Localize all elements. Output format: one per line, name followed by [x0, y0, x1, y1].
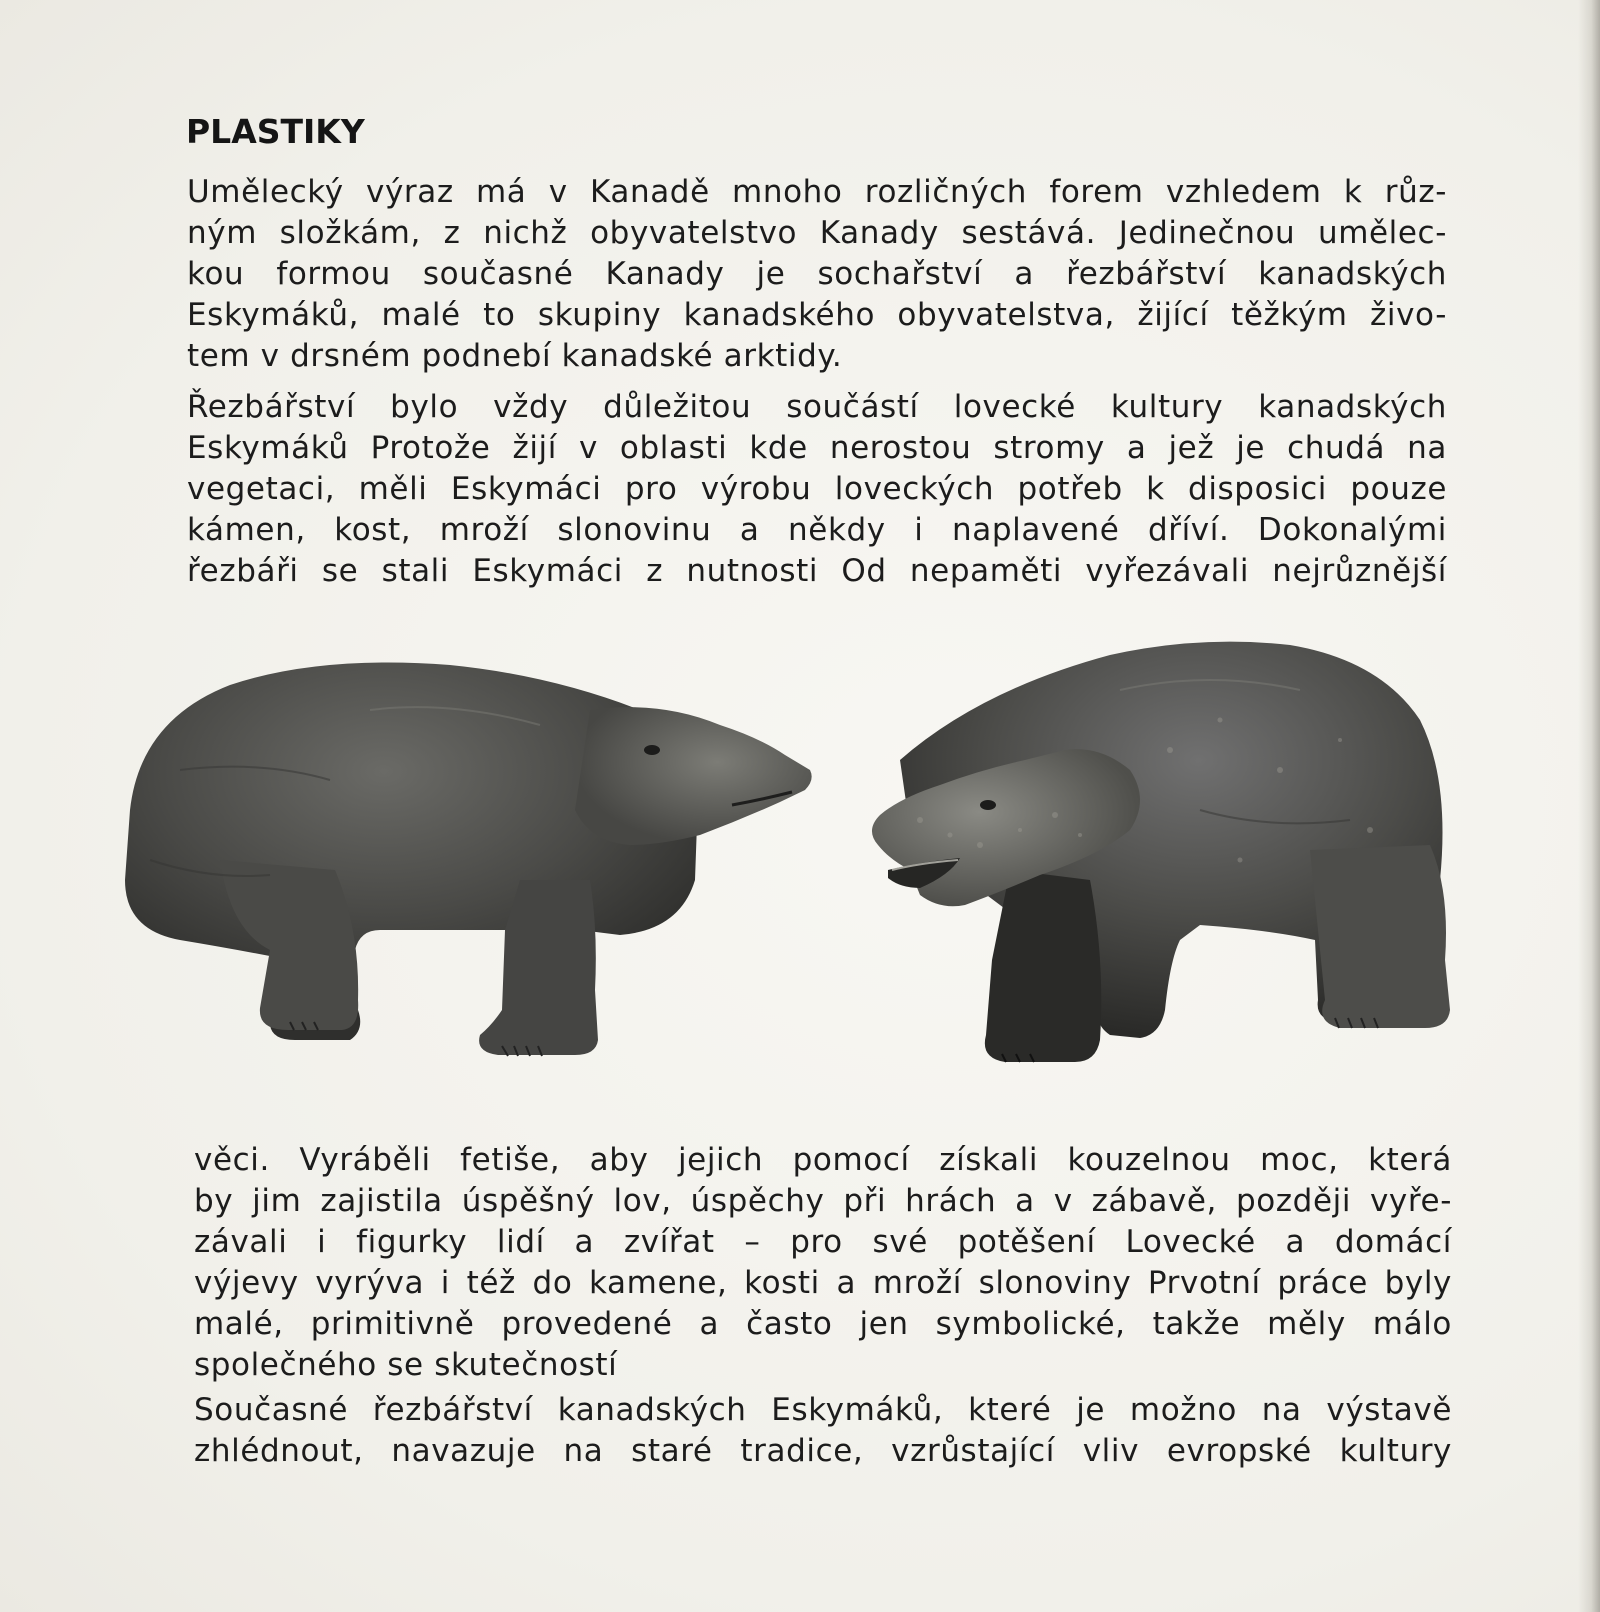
text-line: věci. Vyráběli fetiše, aby jejich pomocí získali kouzelnou moc, která [194, 1142, 1452, 1178]
text-line: kou formou současné Kanady je sochařství a řezbářství kanadských [187, 256, 1447, 292]
right-bear-carving [872, 642, 1450, 1062]
page-heading: PLASTIKY [186, 112, 365, 151]
left-bear-carving [125, 663, 812, 1057]
text-line: Umělecký výraz má v Kanadě mnoho rozličných forem vzhledem k růz- [187, 174, 1447, 210]
paragraph-4 [194, 1390, 1452, 1472]
text-line: malé, primitivně provedené a často jen symbolické, takže měly málo [194, 1306, 1452, 1342]
text-line: společného se skutečností [194, 1347, 618, 1383]
page-edge-shadow [1578, 0, 1600, 1612]
text-line: kámen, kost, mroží slonovinu a někdy i naplavené dříví. Dokonalými [187, 512, 1447, 548]
top-text-block [187, 172, 1447, 602]
text-line: zhlédnout, navazuje na staré tradice, vzrůstající vliv evropské kultury [194, 1433, 1452, 1469]
polar-bear-carvings-photo [120, 630, 1500, 1120]
text-line: Eskymáků Protože žijí v oblasti kde nerostou stromy a jež je chudá na [187, 430, 1447, 466]
text-line: by jim zajistila úspěšný lov, úspěchy při hrách a v zábavě, později vyře- [194, 1183, 1452, 1219]
bottom-text-block [194, 1140, 1452, 1476]
text-line: závali i figurky lidí a zvířat – pro své potěšení Lovecké a domácí [194, 1224, 1452, 1260]
paragraph-3 [194, 1140, 1452, 1386]
text-line: Eskymáků, malé to skupiny kanadského obyvatelstva, žijící těžkým živo- [187, 297, 1447, 333]
text-line: výjevy vyrýva i též do kamene, kosti a mroží slonoviny Prvotní práce byly [194, 1265, 1452, 1301]
text-line: ným složkám, z nichž obyvatelstvo Kanady sestává. Jedinečnou umělec- [187, 215, 1447, 251]
text-line: Řezbářství bylo vždy důležitou součástí lovecké kultury kanadských [187, 389, 1447, 425]
paragraph-1 [187, 172, 1447, 377]
text-line: vegetaci, měli Eskymáci pro výrobu loveckých potřeb k disposici pouze [187, 471, 1447, 507]
text-line: Současné řezbářství kanadských Eskymáků, které je možno na výstavě [194, 1392, 1452, 1428]
paragraph-2 [187, 387, 1447, 592]
text-line: tem v drsném podnebí kanadské arktidy. [187, 338, 843, 374]
text-line: řezbáři se stali Eskymáci z nutnosti Od nepaměti vyřezávali nejrůznější [187, 553, 1447, 589]
